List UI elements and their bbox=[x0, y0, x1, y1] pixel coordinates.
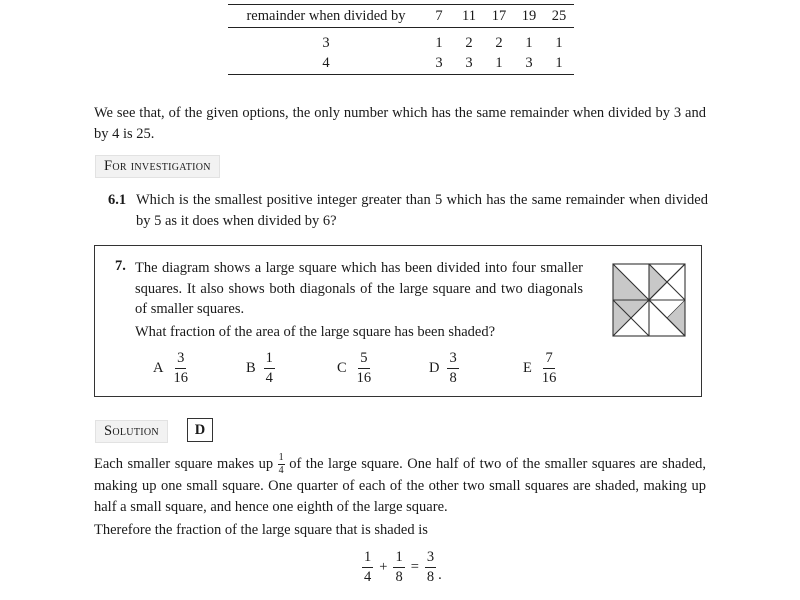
option-letter: B bbox=[246, 359, 256, 376]
table-header-cell: 19 bbox=[521, 7, 537, 24]
table-cell: 3 bbox=[525, 54, 533, 71]
shaded-triangle bbox=[649, 264, 667, 300]
table-header-row bbox=[228, 5, 574, 28]
table-cell: 1 bbox=[525, 34, 533, 51]
solution-text: of the large square. One half of two of the smaller squares are shaded, making up one small square. One quarter of each of the other two small squares are shaded, making up half a small square, and hence one eighth of the large square. bbox=[94, 455, 707, 515]
fraction-denominator: 8 bbox=[449, 369, 457, 386]
solution-heading: Solution bbox=[95, 420, 168, 443]
equation-period: . bbox=[438, 567, 442, 583]
solution-equation bbox=[362, 550, 442, 584]
table-row-divisor: 4 bbox=[322, 54, 330, 71]
table-row bbox=[228, 52, 574, 75]
equation-fraction bbox=[362, 550, 373, 584]
option-b bbox=[246, 351, 275, 385]
table-header-cell: 7 bbox=[435, 7, 443, 24]
option-fraction bbox=[264, 351, 275, 385]
fraction-numerator: 1 bbox=[264, 351, 275, 369]
question-number: 7. bbox=[115, 258, 126, 274]
fraction-denominator: 16 bbox=[356, 369, 372, 386]
question-box bbox=[94, 245, 702, 397]
table-cell: 1 bbox=[555, 34, 563, 51]
table-header-label: remainder when divided by bbox=[246, 7, 406, 24]
solution-conclusion-text: Therefore the fraction of the large square that is shaded is bbox=[94, 522, 428, 538]
shaded-triangle bbox=[667, 300, 685, 336]
option-e bbox=[523, 351, 558, 385]
investigation-heading: For investigation bbox=[95, 155, 220, 178]
table-cell: 3 bbox=[465, 54, 473, 71]
question-text: The diagram shows a large square which has been divided into four smaller squares. It also shows both diagonals of the large square and two diagonals of smaller squares. bbox=[135, 260, 583, 317]
equation-fraction bbox=[425, 550, 436, 584]
table-cell: 1 bbox=[555, 54, 563, 71]
inline-fraction bbox=[278, 453, 285, 476]
option-a bbox=[153, 351, 190, 385]
table-cell: 2 bbox=[495, 34, 503, 51]
option-fraction bbox=[447, 351, 458, 385]
fraction-numerator: 3 bbox=[175, 351, 186, 369]
diagram-lines bbox=[613, 264, 685, 336]
solution-paragraph bbox=[94, 453, 706, 517]
fraction-denominator: 4 bbox=[278, 465, 284, 476]
option-c bbox=[337, 351, 373, 385]
fraction-denominator: 4 bbox=[364, 568, 372, 585]
fraction-denominator: 16 bbox=[541, 369, 557, 386]
equals-sign: = bbox=[410, 558, 419, 575]
table-cell: 3 bbox=[435, 54, 443, 71]
fraction-numerator: 1 bbox=[278, 452, 284, 463]
plus-sign: + bbox=[379, 558, 388, 575]
equation-fraction bbox=[393, 550, 404, 584]
question-prompt: What fraction of the area of the large square has been shaded? bbox=[135, 324, 496, 340]
solution-answer-box: D bbox=[187, 418, 213, 442]
table-cell: 2 bbox=[465, 34, 473, 51]
option-letter: A bbox=[153, 359, 164, 376]
option-letter: D bbox=[429, 359, 440, 376]
option-fraction bbox=[171, 351, 190, 385]
table-cell: 1 bbox=[495, 54, 503, 71]
table-cell: 1 bbox=[435, 34, 443, 51]
option-letter: C bbox=[337, 359, 347, 376]
fraction-numerator: 1 bbox=[362, 550, 373, 568]
solution-text: Each smaller square makes up bbox=[94, 455, 274, 472]
option-d bbox=[429, 351, 459, 385]
fraction-denominator: 8 bbox=[395, 568, 403, 585]
investigation-item-text: Which is the smallest positive integer greater than 5 which has the same remainder when divided by 5 as it does when divided by 6? bbox=[136, 192, 708, 229]
conclusion-paragraph: We see that, of the given options, the only number which has the same remainder when divided by 3 and by 4 is 25. bbox=[94, 105, 706, 142]
fraction-numerator: 3 bbox=[447, 351, 458, 369]
table-header-cell: 17 bbox=[491, 7, 507, 24]
investigation-item-number: 6.1 bbox=[108, 192, 127, 208]
table-row-divisor: 3 bbox=[322, 34, 330, 51]
option-fraction bbox=[355, 351, 374, 385]
fraction-denominator: 16 bbox=[173, 369, 188, 386]
fraction-denominator: 8 bbox=[426, 568, 435, 585]
remainder-table bbox=[228, 4, 574, 75]
fraction-denominator: 4 bbox=[265, 369, 273, 386]
table-row bbox=[228, 28, 574, 53]
fraction-numerator: 7 bbox=[543, 351, 554, 369]
shaded-square-diagram bbox=[612, 263, 686, 337]
option-letter: E bbox=[523, 359, 532, 376]
fraction-numerator: 3 bbox=[425, 550, 436, 568]
table-header-cell: 11 bbox=[462, 7, 476, 24]
option-fraction bbox=[540, 351, 559, 385]
table-header-cell: 25 bbox=[551, 7, 567, 24]
fraction-numerator: 1 bbox=[393, 550, 404, 568]
fraction-numerator: 5 bbox=[358, 351, 369, 369]
